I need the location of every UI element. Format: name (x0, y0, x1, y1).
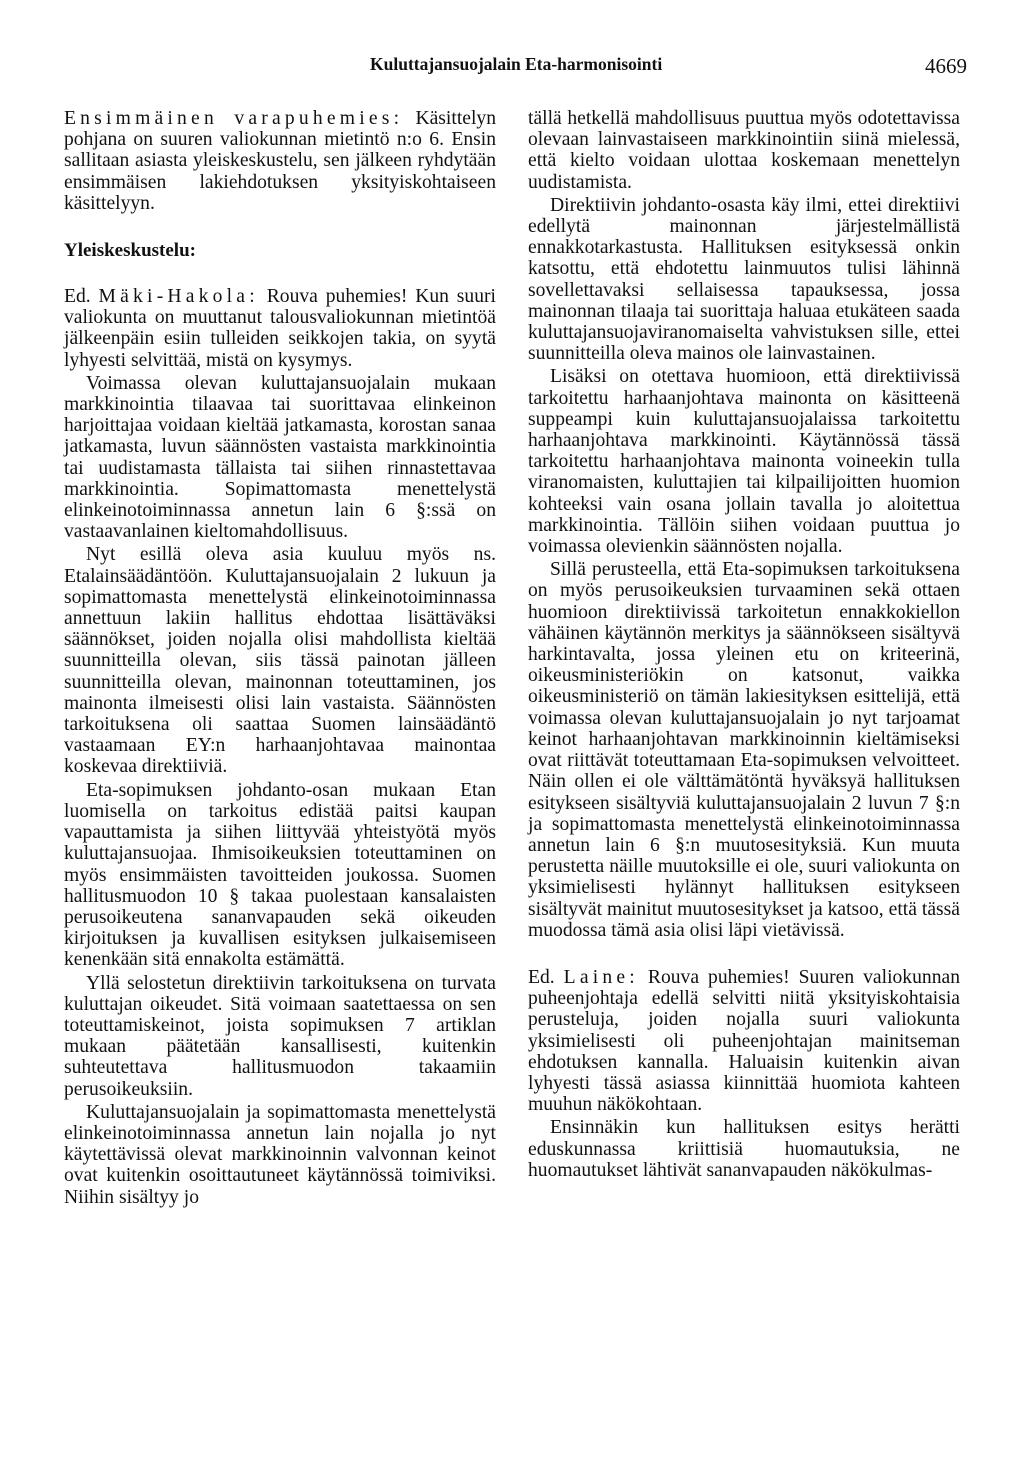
paragraph-speaker-intro (64, 108, 496, 214)
section-heading: Yleiskeskustelu: (64, 240, 196, 262)
paragraph-continued: tällä hetkellä mahdollisuus puuttua myös odotettavissa olevaan lainvastaiseen markkinointiin siinä mielessä, että kielto voidaan ulottaa koskemaan menettelyn uudistamista. (528, 108, 960, 193)
paragraph: Lisäksi on otettava huomioon, että direktiivissä tarkoitettu harhaanjohtava mainonta on käsitteenä suppeampi kuin kuluttajansuojalaissa tarkoitettu harhaanjohtava markkinointi. Käytännössä tässä tarkoitettu harhaanjohtava mainonta voineekin tulla viranomaisten, kuluttajien tai kilpailijoitten huomion kohteeksi vain osana jollain tavalla jo aloitettua markkinointia. Tällöin siihen voidaan puuttua jo voimassa olevienkin säännösten nojalla. (528, 366, 960, 558)
right-column (528, 108, 960, 1183)
paragraph: Direktiivin johdanto-osasta käy ilmi, ettei direktiivi edellytä mainonnan järjestelmällistä ennakkotarkastusta. Hallituksen esityksessä onkin katsottu, että ehdotettu lainmuutos tulisi lähinnä sovellettavaksi sellaisessa tapauksessa, jossa mainonnan tilaaja tai suorittaja haluaa etukäteen saada kuluttajansuojaviranomaiselta vahvistuksen sille, ettei suunnitteilla oleva mainos ole lainvastainen. (528, 194, 960, 365)
paragraph: Eta-sopimuksen johdanto-osan mukaan Etan luomisella on tarkoitus edistää paitsi kaupan vapauttamista ja siihen liittyvää yhteistyötä myös kuluttajansuojaa. Ihmisoikeuksien toteuttaminen on myös ensimmäisten tavoitteiden joukossa. Suomen hallitusmuodon 10 § takaa puolestaan kansalaisten perusoikeutena sananvapauden sekä oikeuden kirjoituksen ja kuvallisen esityksen julkaisemiseen kenenkään sitä ennakolta estämättä. (64, 779, 496, 971)
paragraph: Ensinnäkin kun hallituksen esitys herätti eduskunnassa kriittisiä huomautuksia, ne huomautukset lähtivät sananvapauden näkökulmas- (528, 1117, 960, 1181)
speaker-prefix: Ed. (528, 966, 564, 988)
page-header (0, 54, 1024, 84)
paragraph: Nyt esillä oleva asia kuuluu myös ns. Etalainsäädäntöön. Kuluttajansuojalain 2 lukuun ja sopimattomasta menettelystä elinkeinotoiminnassa annettuun lakiin hallitus ehdottaa lisättäväksi säännökset, joiden nojalla olisi mahdollista kieltää suunnitteilla olevan, siis tässä painotan jälleen suunnitteilla olevan, mainonnan toteuttaminen, jos mainonta ilmeisesti olisi lain vastaista. Säännösten tarkoituksena oli saattaa Suomen lainsäädäntö vastaamaan EY:n harhaanjohtavaa mainontaa koskevaa direktiiviä. (64, 544, 496, 778)
paragraph-text: Käsittelyn pohjana on suuren valiokunnan mietintö n:o 6. Ensin sallitaan asiasta yleiskeskustelu, sen jälkeen ryhdytään ensimmäisen lakiehdotuksen yksityiskohtaiseen käsittelyyn. (64, 108, 496, 214)
paragraph-speech-start (528, 967, 960, 1115)
speaker-name: Mäki-Hakola: (98, 286, 259, 308)
speaker-name: Ensimmäinen varapuhemies: (64, 108, 404, 129)
paragraph-speech-start (64, 286, 496, 371)
page-number: 4669 (925, 54, 967, 78)
paragraph: Sillä perusteella, että Eta-sopimuksen tarkoituksena on myös perusoikeuksien turvaaminen sekä ottaen huomioon direktiivissä tarkoitetun ennakkokiellon vähäinen käytännön merkitys ja säännökseen sisältyvä harkintavalta, jossa yleinen etu on kriteerinä, oikeusministeriökin on katsonut, vaikka oikeusministeriö on tämän lakiesityksen esittelijä, että voimassa olevan kuluttajansuojalain jo nyt tarjoamat keinot harhaanjohtavan markkinoinnin kieltämiseksi ovat riittävät toteuttamaan Eta-sopimuksen velvoitteet. Näin ollen ei ole välttämätöntä hyväksyä hallituksen esitykseen sisältyviä kuluttajansuojalain 2 luvun 7 §:n ja sopimattomasta menettelystä elinkeinotoiminnassa annetun lain 6 §:n muutosesityksiä. Kun muuta perustetta näille muutoksille ei ole, suuri valiokunta on yksimielisesti hylännyt hallituksen esitykseen sisältyvät mainitut muutosesitykset ja katsoo, että tässä muodossa tämä asia olisi läpi vietävissä. (528, 559, 960, 941)
paragraph: Voimassa olevan kuluttajansuojalain mukaan markkinointia tilaavaa tai suorittavaa elinkeinon harjoittajaa voidaan kieltää jatkamasta, korostan sanaa jatkamasta, luvun säännösten vastaista markkinointia tai uudistamasta tällaista tai siihen rinnastettavaa markkinointia. Sopimattomasta menettelystä elinkeinotoiminnassa annetun lain 6 §:ssä on vastaavanlainen kieltomahdollisuus. (64, 372, 496, 543)
speaker-name: Laine: (563, 966, 639, 988)
paragraph-text: Rouva puhemies! Kun suuri valiokunta on muuttanut talousvaliokunnan mietintöä jälkeenpäin esiin tulleiden seikkojen takia, on syytä lyhyesti selvittää, mistä on kysymys. (64, 286, 496, 371)
paragraph: Kuluttajansuojalain ja sopimattomasta menettelystä elinkeinotoiminnassa annetun lain nojalla jo nyt käytettävissä olevat markkinoinnin valvonnan keinot ovat kuitenkin osoittautuneet käytännössä toimiviksi. Niihin sisältyy jo (64, 1101, 496, 1208)
paragraph: Yllä selostetun direktiivin tarkoituksena on turvata kuluttajan oikeudet. Sitä voimaan saatettaessa on sen toteuttamiskeinot, joista sopimuksen 7 artiklan mukaan päätetään kansallisesti, kuitenkin suhteutettava hallitusmuodon takaamiin perusoikeuksiin. (64, 972, 496, 1100)
left-column (64, 108, 496, 1210)
paragraph-text: Rouva puhemies! Suuren valiokunnan puheenjohtaja edellä selvitti niitä yksityiskohtaisia perusteluja, joiden nojalla suuri valiokunta yksimielisesti oli puheenjohtajan mainitseman ehdotuksen kannalla. Haluaisin kuitenkin aivan lyhyesti tässä asiassa kiinnittää huomiota kahteen muuhun näkökohtaan. (528, 966, 960, 1116)
running-title: Kuluttajansuojalain Eta-harmonisointi (370, 54, 663, 74)
speaker-prefix: Ed. (64, 286, 99, 308)
